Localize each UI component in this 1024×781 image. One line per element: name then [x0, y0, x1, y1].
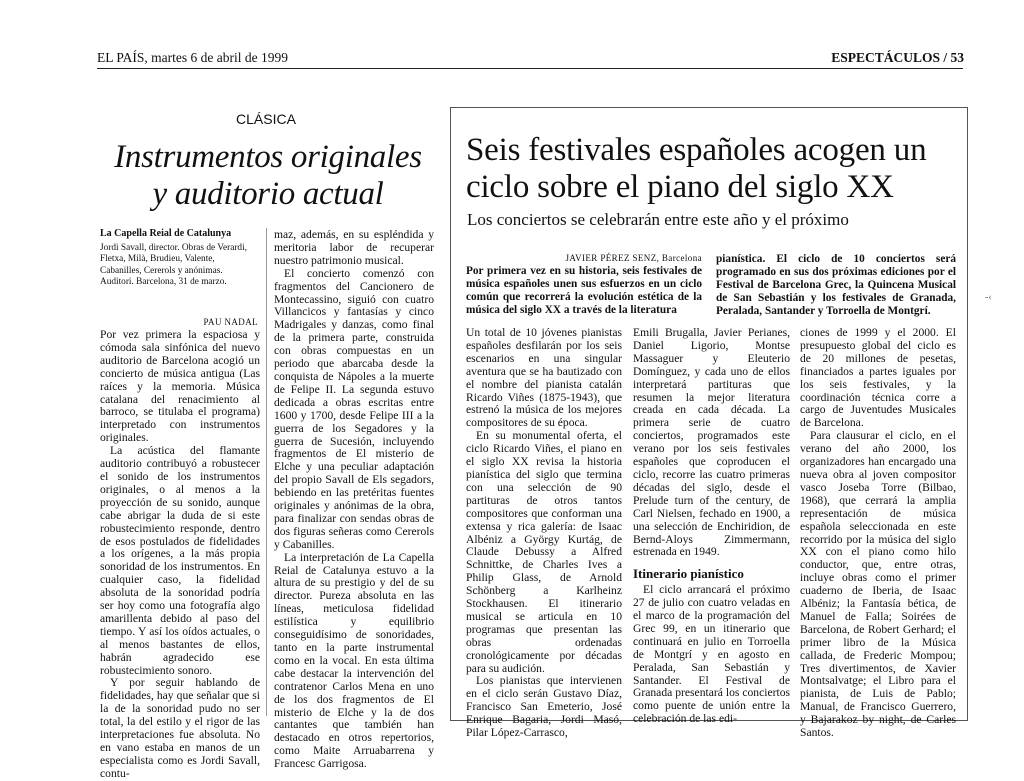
- paragraph: La interpretación de La Capella Reial de Catalunya estuvo a la altura de su prestigio y del de su director. Pureza absoluta en las líneas, meticulosa fidelidad estilística y equilibrio conseguidísimo de sonoridades, tanto en la parte instrumental como en la vocal. En esta última cabe destacar la intervención del contratenor Carlos Mena en uno de los dos fragmentos de El misterio de Elche y la de dos cantantes que también han destacado en otros repertorios, como Maite Arruabarrena y Francesc Garrigosa.: [274, 550, 434, 771]
- paragraph: El concierto comenzó con fragmentos del Cancionero de Montecassino, siguió con cuatro Villancicos y fantasías y cinco Madrigales y danzas, como final de la primera parte, construida con obras compuestas en un periodo que abarcaba desde la conquista de Nápoles a la muerte de Felipe II. La segunda estuvo dedicada a obras escritas entre 1600 y 1700, desde Felipe III a la guerra de los Segadores y la guerra de Sucesión, incluyendo fragmentos de El misterio de Elche y una peculiar adaptación del propio Savall de Els segadors, bebiendo en las pretéritas fuentes originales y anónimas de la obra, para finalizar con sendas obras de dos figuras señeras como Cererols y Cabanilles.: [274, 266, 434, 551]
- left-headline-line1: Instrumentos originales: [114, 139, 422, 175]
- newspaper-date-header: EL PAÍS, martes 6 de abril de 1999: [97, 50, 288, 65]
- paragraph: En su monumental oferta, el ciclo Ricardo Viñes, el piano en el siglo XX revisa la historia pianística del siglo que termina con una selección de 90 partituras de otros tantos compositores que conforman una extensa y rica galería: de Isaac Albéniz a György Kurtág, de Claude Debussy a Alfred Schnittke, de Charles Ives a Philip Glass, de Arnold Schönberg a Karlheinz Stockhausen. El itinerario musical se articula en 10 programas que presentan las obras ordenadas cronológicamente por décadas para su audición.: [466, 429, 622, 675]
- left-headline: [100, 139, 436, 213]
- left-headline-line2: y auditorio actual: [152, 176, 384, 212]
- left-byline: PAU NADAL: [203, 317, 258, 327]
- right-article-column-1: [466, 327, 622, 740]
- right-headline-line2: ciclo sobre el piano del siglo XX: [466, 169, 894, 205]
- right-headline: [466, 132, 956, 206]
- lead-right: pianística. El ciclo de 10 conciertos será programado en sus dos próximas ediciones por el Festival de Barcelona Grec, la Quincena Musical de San Sebastián y los festivales de Granada, Peralada, Santander y Torroella de Montgrí.: [716, 253, 956, 317]
- paragraph: Y por seguir hablando de fidelidades, hay que señalar que si la de la sonoridad pudo no ser total, la del estilo y el rigor de las interpretaciones fue absoluta. No en vano estaba en manos de un especialista como es Jordi Savall, contu-: [100, 676, 260, 780]
- paragraph: ciones de 1999 y el 2000. El presupuesto global del ciclo es de 20 millones de pesetas, financiados a partes iguales por los seis festivales, y la coordinación técnica corre a cargo de Juventudes Musicales de Barcelona.: [800, 326, 956, 430]
- paragraph: maz, además, en su espléndida y meritoria labor de recuperar nuestro patrimonio musical.: [274, 228, 434, 267]
- paragraph: Emili Brugalla, Javier Perianes, Daniel Ligorio, Montse Massaguer y Eleuterio Domínguez, y cada uno de ellos interpretará partituras que resumen la mejor literatura creada en cada década. La primera serie de cuatro conciertos, programados este verano por los seis festivales españoles que coproducen el ciclo, recorre las cuatro primeras décadas del siglo, desde el Prelude turn of the century, de Carl Nielsen, fechado en 1900, a una selección de Enchiridion, de Bernd-Aloys Zimmermann, estrenada en 1949.: [633, 326, 790, 559]
- right-byline: JAVIER PÉREZ SENZ, Barcelona: [565, 253, 702, 263]
- left-article-column-2: [274, 229, 434, 771]
- paragraph: Los pianistas que intervienen en el ciclo serán Gustavo Díaz, Francisco San Emeterio, José Enrique Bagaria, Jordi Masó, Pilar López-Carrasco,: [466, 674, 622, 740]
- header-rule: [97, 68, 963, 69]
- left-article-column-1: [100, 329, 260, 781]
- paragraph: El ciclo arrancará el próximo 27 de julio con cuatro veladas en el marco de la programación del Grec 99, en un itinerario que continuará en julio en Torroella de Montgrí y en agosto en Peralada, San Sebastián y Santander. El Festival de Granada presentará los conciertos como puente de unión entre la celebración de las edi-: [633, 583, 790, 726]
- paragraph: Por vez primera la espaciosa y cómoda sala sinfónica del nuevo auditorio de Barcelona acogió un concierto de música antigua (Las raíces y la memoria. Música catalana del renacimiento al barroco, se titulaba el programa) interpretado con instrumentos originales.: [100, 328, 260, 445]
- scan-margin-mark: -‹: [985, 292, 992, 303]
- right-article-column-3: [800, 327, 956, 740]
- right-article-column-2: [633, 327, 790, 726]
- intertitle: Itinerario pianístico: [633, 566, 744, 582]
- paragraph: La acústica del flamante auditorio contribuyó a robustecer el sonido de los instrumentos originales, o al menos a la proyección de su sonido, aunque cabe abrigar la duda de si este robustecimiento responde, dentro de esos postulados de fidelidades a los orígenes, a la más propia sonoridad de los instrumentos. En cualquier caso, la fidelidad absoluta de la sonoridad podría ser hoy como una fotografía algo amarillenta debido al paso del tiempo. Y así los oídos actuales, o al menos bastantes de ellos, habrán agradecido ese robustecimiento sonoro.: [100, 444, 260, 677]
- paragraph: Un total de 10 jóvenes pianistas españoles desfilarán por los seis escenarios en una singular aventura que se ha bautizado con el nombre del pianista catalán Ricardo Viñes (1875-1943), que estrenó la música de los mejores compositores de su época.: [466, 326, 622, 430]
- credits-body: Jordi Savall, director. Obras de Verardi, Fletxa, Milà, Brudieu, Valente, Cabanilles, Cererols y anónimas. Auditori. Barcelona, 31 de marzo.: [100, 242, 247, 287]
- column-rule: [266, 228, 267, 716]
- credits-title: La Capella Reial de Catalunya: [100, 228, 232, 239]
- section-page-header: ESPECTÁCULOS / 53: [831, 50, 964, 65]
- lead-left: Por primera vez en su historia, seis festivales de música españoles unen sus esfuerzos en un ciclo común que recorrerá la evolución estética de la música del siglo XX a través de la literatura: [466, 265, 702, 316]
- section-kicker: CLÁSICA: [236, 111, 296, 127]
- paragraph: Para clausurar el ciclo, en el verano del año 2000, los organizadores han encargado una nueva obra al joven compositor vasco Joseba Torre (Bilbao, 1968), que cerrará la amplia representación de música española seleccionada en este recorrido por la música del siglo XX con el piano como hilo conductor, que, entre otras, incluye obras como el primer cuaderno de Iberia, de Isaac Albéniz; la Fantasía bética, de Manuel de Falla; Soirées de Barcelona, de Robert Gerhard; el primer libro de la Música callada, de Frederic Mompou; Tres divertimentos, de Xavier Montsalvatge; el Libro para el pianista, de Luis de Pablo; Manual, de Francisco Guerrero, y Bajarakoz by night, de Carles Santos.: [800, 429, 956, 740]
- right-subheadline: Los conciertos se celebrarán entre este año y el próximo: [467, 210, 849, 229]
- concert-credits: [100, 228, 258, 289]
- right-headline-line1: Seis festivales españoles acogen un: [466, 132, 927, 168]
